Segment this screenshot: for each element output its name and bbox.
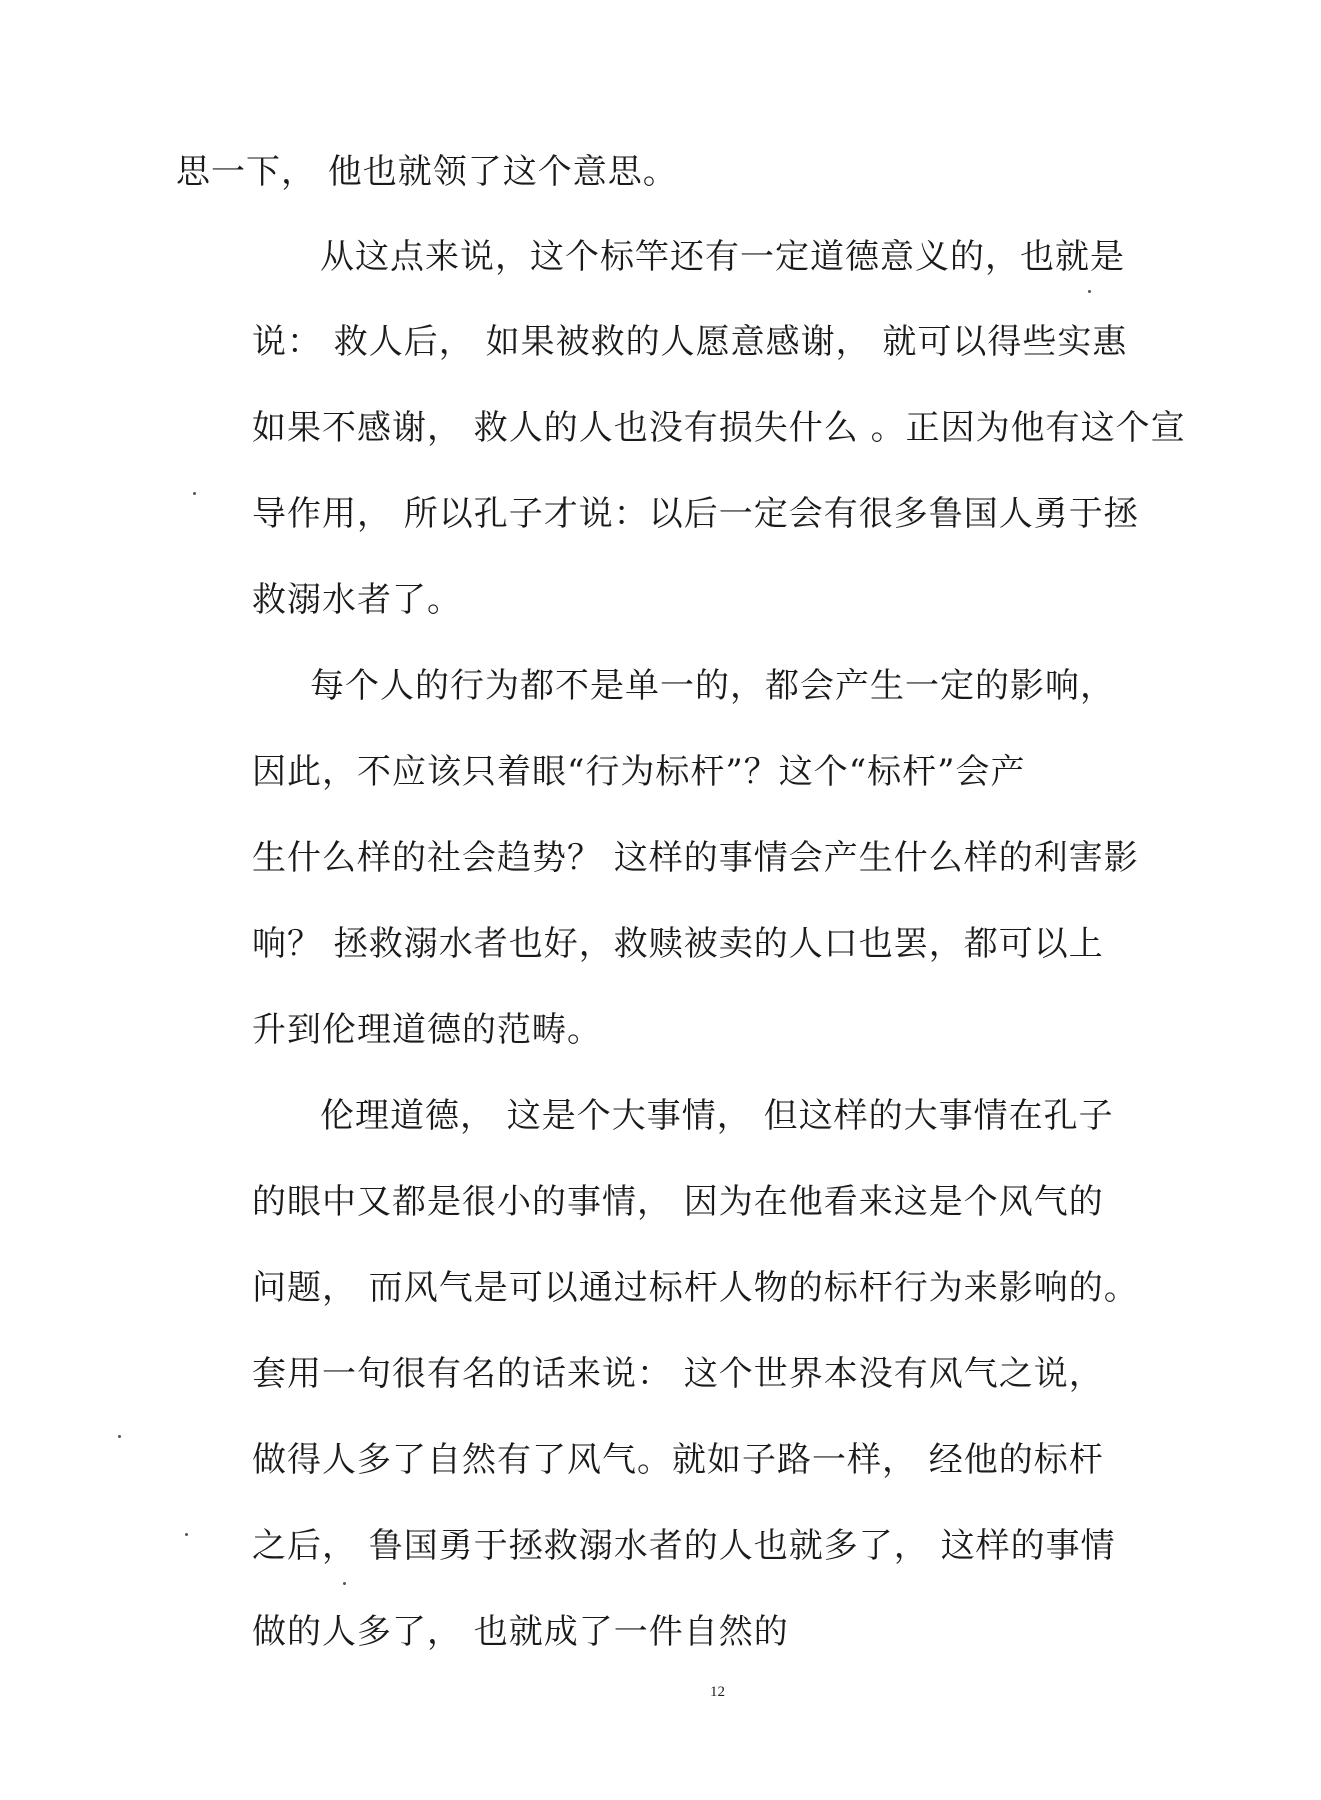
text-line-1: 思一下， 他也就领了这个意思。: [176, 152, 678, 192]
text-line-18: 做的人多了， 也就成了一件自然的: [252, 1612, 789, 1652]
text-line-17: 之后， 鲁国勇于拯救溺水者的人也就多了， 这样的事情: [252, 1526, 1116, 1566]
text-line-13: 的眼中又都是很小的事情， 因为在他看来这是个风气的: [252, 1182, 1104, 1222]
text-line-5: 导作用， 所以孔子才说：以后一定会有很多鲁国人勇于拯: [252, 494, 1139, 534]
text-line-10: 响？ 拯救溺水者也好，救赎被卖的人口也罢，都可以上: [252, 924, 1104, 964]
text-line-14: 问题， 而风气是可以通过标杆人物的标杆行为来影响的。: [252, 1268, 1139, 1308]
text-line-16: 做得人多了自然有了风气。就如子路一样， 经他的标杆: [252, 1440, 1104, 1480]
page-number: 12: [710, 1684, 725, 1700]
scan-speck: [185, 1533, 188, 1536]
scan-speck: [343, 1582, 346, 1585]
text-line-12: 伦理道德， 这是个大事情， 但这样的大事情在孔子: [320, 1096, 1114, 1136]
text-line-2: 从这点来说，这个标竿还有一定道德意义的，也就是: [320, 237, 1125, 277]
text-line-3: 说： 救人后， 如果被救的人愿意感谢， 就可以得些实惠: [252, 322, 1128, 362]
text-line-9: 生什么样的社会趋势？ 这样的事情会产生什么样的利害影: [252, 838, 1139, 878]
text-line-8: 因此，不应该只着眼“行为标杆”？这个“标杆”会产: [252, 752, 1026, 792]
scan-speck: [1088, 290, 1091, 293]
text-line-11: 升到伦理道德的范畴。: [252, 1010, 602, 1050]
scan-speck: [118, 1435, 121, 1438]
text-line-4: 如果不感谢， 救人的人也没有损失什么 。正因为他有这个宣: [252, 408, 1186, 448]
text-line-6: 救溺水者了。: [252, 580, 462, 620]
scan-speck: [193, 492, 196, 495]
text-line-15: 套用一句很有名的话来说： 这个世界本没有风气之说，: [252, 1354, 1104, 1394]
text-line-7: 每个人的行为都不是单一的，都会产生一定的影响，: [310, 666, 1115, 706]
